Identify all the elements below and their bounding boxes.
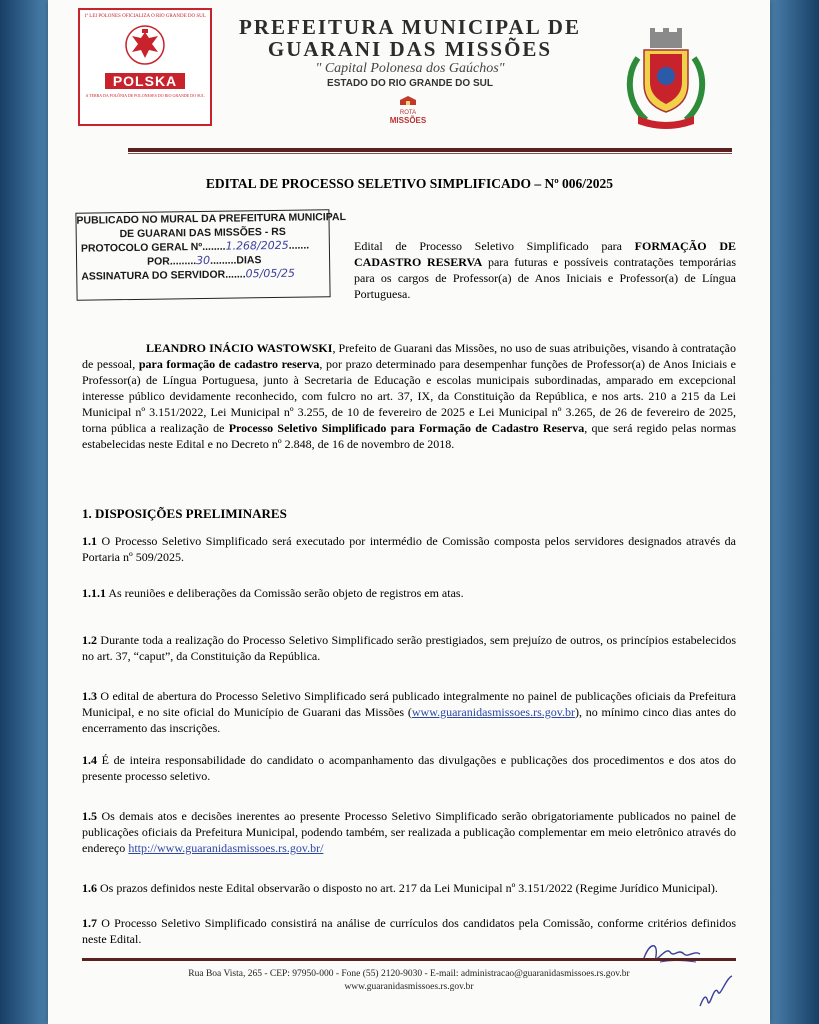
background-left	[0, 0, 48, 1024]
missoes-label: MISSÕES	[389, 116, 427, 125]
item-text: As reuniões e deliberações da Comissão serão objeto de registros em atas.	[106, 586, 464, 600]
section-heading: 1. DISPOSIÇÕES PRELIMINARES	[82, 506, 287, 521]
item-text-end: ), no mínimo cinco dias antes do encerramento das inscrições.	[82, 705, 736, 735]
footer	[82, 968, 736, 994]
mayor-name: LEANDRO INÁCIO WASTOWSKI	[146, 341, 333, 355]
item-text: O edital de abertura do Processo Seletivo Simplificado será publicado integralmente no painel de publicações oficiais da Prefeitura Municipal, e no site oficial do Município de Guarani das Missões (	[82, 689, 736, 719]
item-text: Os demais atos e decisões inerentes ao presente Processo Seletivo Simplificado serão obrigatoriamente publicados no painel de publicações oficiais da Prefeitura Municipal, podendo também, ser realizada a publicação complementar em meio eletrônico através do endereço	[82, 809, 736, 855]
preamble-bold-2: Processo Seletivo Simplificado para Formação de Cadastro Reserva	[228, 421, 585, 435]
footer-rule	[82, 958, 736, 961]
stamp-period: POR.........30.........DIAS	[77, 252, 329, 270]
item-number: 1.6	[82, 881, 97, 895]
footer-address: Rua Boa Vista, 265 - CEP: 97950-000 - Fone (55) 2120-9030 - E-mail: administracao@guaranidasmissoes.rs.gov.br	[188, 969, 630, 979]
item-1-4	[82, 752, 736, 784]
preamble-bold-1: para formação de cadastro reserva	[138, 357, 320, 371]
item-number: 1.5	[82, 809, 97, 823]
item-text: Durante toda a realização do Processo Seletivo Simplificado serão prestigiados, sem prejuízo de outros, os princípios estabelecidos no art. 37, “caput”, da Constituição da República.	[82, 633, 736, 663]
initials-icon	[696, 972, 736, 1012]
polska-badge	[78, 8, 212, 126]
item-number: 1.7	[82, 916, 97, 930]
item-text: O Processo Seletivo Simplificado será executado por intermédio de Comissão composta pelos servidores designados através da Portaria nº 509/2025.	[82, 534, 736, 564]
background-right	[769, 0, 819, 1024]
item-1-2	[82, 632, 736, 664]
website-url-link[interactable]: http://www.guaranidasmissoes.rs.gov.br/	[128, 841, 324, 855]
title-line-2: GUARANI DAS MISSÕES	[267, 37, 553, 61]
stamp-line-1: PUBLICADO NO MURAL DA PREFEITURA MUNICIPAL	[76, 211, 347, 227]
stamp-por-label: POR	[147, 255, 170, 268]
item-text: Os prazos definidos neste Edital observarão o disposto no art. 217 da Lei Municipal nº 3.151/2022 (Regime Jurídico Municipal).	[97, 881, 718, 895]
stamp-line-2: DE GUARANI DAS MISSÕES - RS	[119, 225, 286, 241]
stamp-por-value: 30	[196, 253, 211, 268]
footer-website: www.guaranidasmissoes.rs.gov.br	[344, 982, 474, 992]
coat-of-arms-icon	[620, 24, 712, 134]
header-rule-thin	[128, 153, 732, 154]
item-1-1-1	[82, 585, 736, 601]
state-name: ESTADO DO RIO GRANDE DO SUL	[327, 78, 493, 89]
item-number: 1.3	[82, 689, 97, 703]
badge-word: POLSKA	[105, 73, 185, 89]
stamp-protocol: PROTOCOLO GERAL Nº........1.268/2025.......	[80, 238, 310, 255]
preamble-part-3: , que será regido pelas normas estabelecidas neste Edital e no Decreto nº 2.848, de 16 de novembro de 2018.	[82, 421, 736, 451]
rota-label: ROTA	[399, 110, 417, 116]
header-rule	[128, 148, 732, 152]
intro-paragraph	[354, 238, 736, 302]
preamble-part-1: , Prefeito de Guarani das Missões, no uso de suas atribuições, visando à contratação de pessoal,	[82, 341, 736, 371]
item-number: 1.1.1	[82, 586, 106, 600]
website-link[interactable]: www.guaranidasmissoes.rs.gov.br	[411, 705, 575, 719]
item-number: 1.4	[82, 753, 97, 767]
item-1-3	[82, 688, 736, 736]
intro-bold: FORMAÇÃO DE CADASTRO RESERVA	[354, 239, 736, 269]
letterhead	[210, 16, 610, 90]
publication-stamp	[75, 209, 347, 301]
stamp-signature-label: ASSINATURA DO SERVIDOR	[81, 268, 226, 283]
item-1-5	[82, 808, 736, 856]
preamble-part-2: , por prazo determinado para desempenhar funções de Professor(a) de Anos Iniciais e Professor(a) de Língua Portuguesa, junto à Secretaria de Educação e escolas municipais subordinadas, amparado em excepcional interesse público devidamente reconhecido, com fulcro no art. 37, IX, da Constituição da República, e nos arts. 210 a 215 da Lei Municipal nº 3.151/2022, Lei Municipal nº 3.255, de 10 de fevereiro de 2025 e Lei Municipal nº 3.265, de 26 de fevereiro de 2025, torna pública a realização de	[82, 357, 736, 435]
intro-prefix: Edital de Processo Seletivo Simplificado para	[354, 239, 635, 253]
stamp-dias-label: DIAS	[236, 254, 262, 267]
stamp-signature-value: 05/05/25	[245, 266, 296, 281]
item-1-6	[82, 880, 736, 896]
church-icon	[398, 95, 418, 105]
stamp-protocol-value: 1.268/2025	[225, 238, 289, 253]
document-title: EDITAL DE PROCESSO SELETIVO SIMPLIFICADO – Nº 006/2025	[205, 176, 614, 191]
eagle-icon	[118, 24, 172, 66]
signature-icon	[636, 936, 706, 970]
item-text: O Processo Seletivo Simplificado consistirá na análise de currículos dos candidatos pela Comissão, conforme critérios definidos neste Edital.	[82, 916, 736, 946]
title-line-1: PREFEITURA MUNICIPAL DE	[239, 15, 581, 39]
rota-missoes-logo	[386, 92, 430, 125]
preamble-paragraph	[82, 340, 736, 452]
item-text: É de inteira responsabilidade do candidato o acompanhamento das divulgações e publicações dos procedimentos e dos atos do presente processo seletivo.	[82, 753, 736, 783]
stamp-signature: ASSINATURA DO SERVIDOR.......05/05/25	[81, 266, 296, 283]
item-number: 1.2	[82, 633, 97, 647]
stamp-protocol-label: PROTOCOLO GERAL Nº	[80, 241, 203, 255]
intro-suffix: para futuras e possíveis contratações temporárias para os cargos de Professor(a) de Anos Iniciais e Professor(a) de Língua Portuguesa.	[354, 255, 736, 301]
item-number: 1.1	[82, 534, 97, 548]
badge-bottom-text: A TERRA DA POLÔNIA DE POLONESES DO RIO GRANDE DO SUL	[85, 93, 205, 98]
tagline: " Capital Polonesa dos Gaúchos"	[315, 61, 505, 76]
badge-top-text: 1ª LEI POLONES OFICIALIZA O RIO GRANDE DO SUL	[84, 14, 206, 19]
item-1-1	[82, 533, 736, 565]
